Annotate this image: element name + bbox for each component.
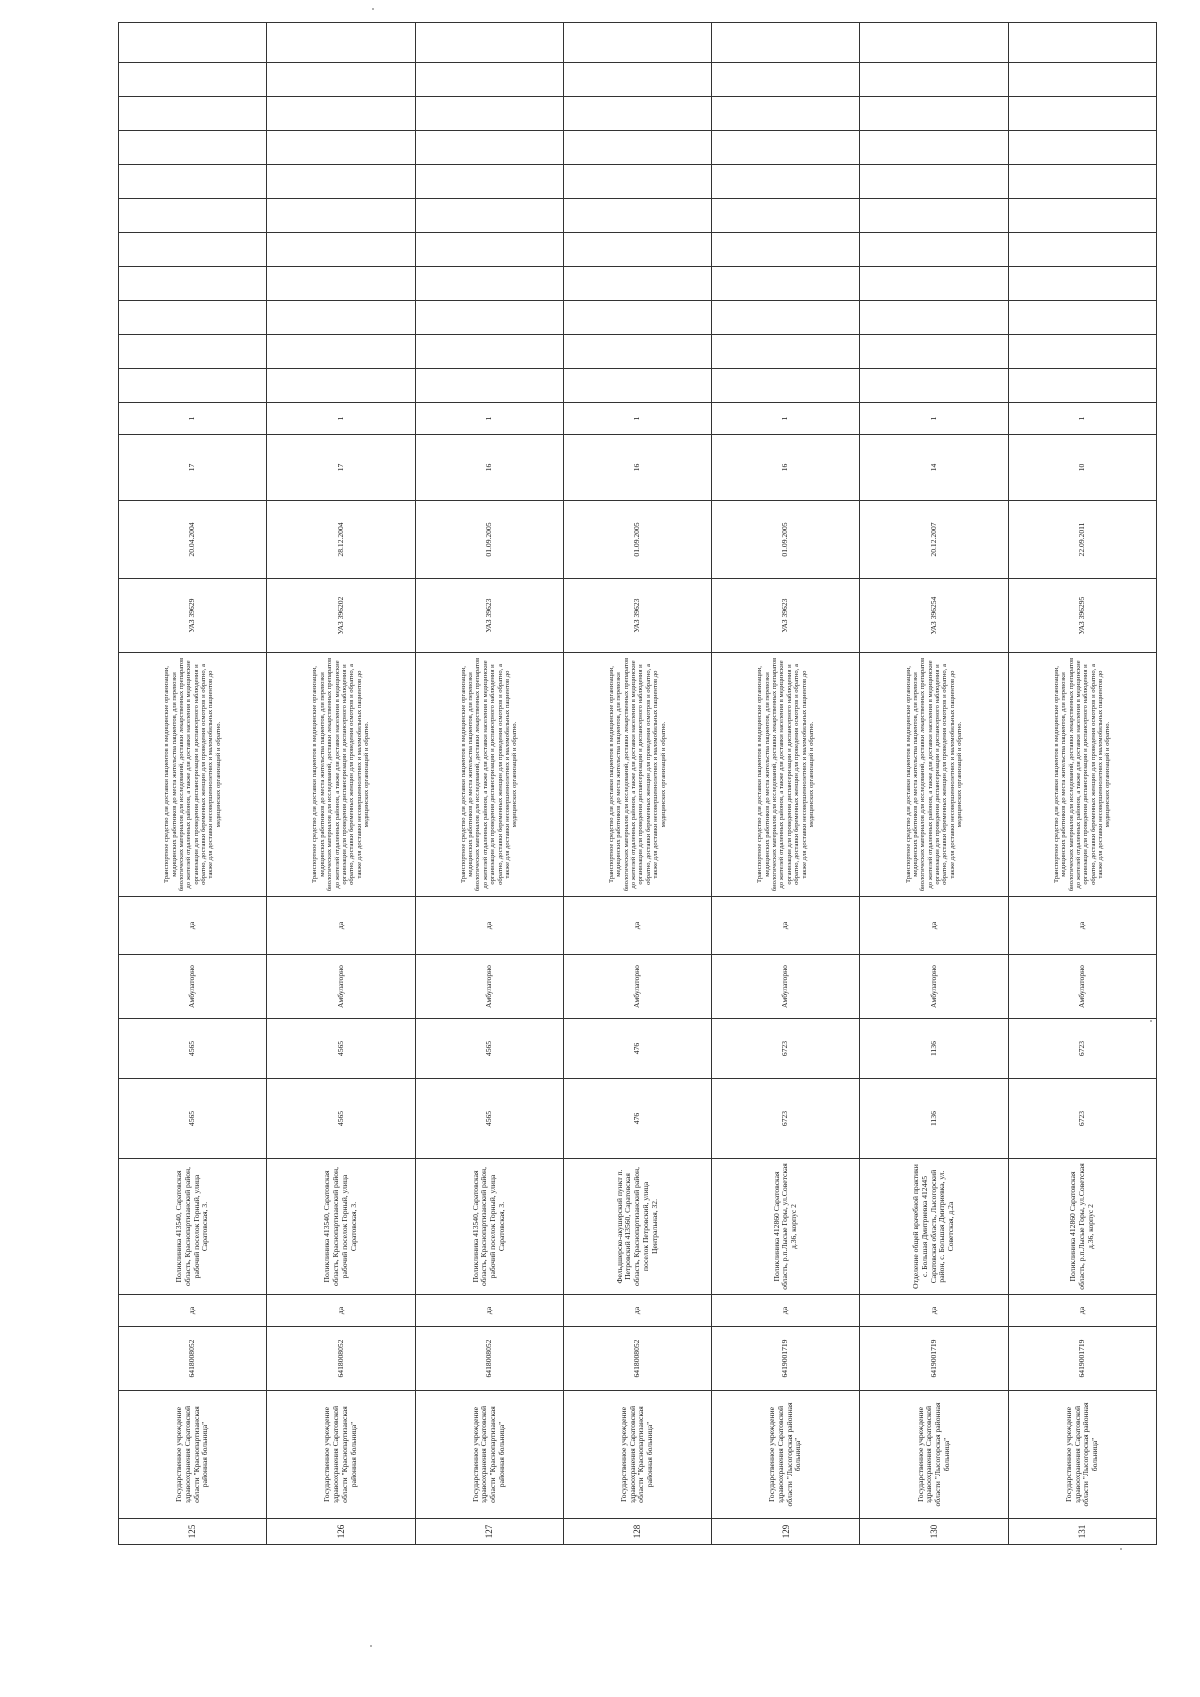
empty-cell	[860, 23, 1008, 63]
scan-speck	[1120, 1548, 1122, 1550]
vehicle-purpose: Транспортное средство для доставки пациентов в медицинские организации, медицинских работников до места жительства пациентов, для перевозки биологических материалов для исследований, доставки лекарственных препаратов до жителей отдаленных районов, а также для доставки населения в медицинские организации для проведения диспансеризации и диспансерного наблюдения и обратно, доставки беременных женщин для проведения осмотров и обратно, а также для доставки несовершеннолетних и маломобильных пациентов до медицинских организаций и обратно.	[119, 653, 267, 897]
vehicle-model: УАЗ 396202	[267, 579, 415, 653]
empty-cell	[563, 131, 711, 165]
empty-cell	[563, 267, 711, 301]
vehicle-date: 22.09.2011	[1008, 501, 1156, 579]
empty-cell	[119, 335, 267, 369]
table-body	[119, 23, 1157, 1545]
row-number: 126	[267, 1519, 415, 1545]
empty-cell	[267, 131, 415, 165]
vehicle-count: 1	[712, 403, 860, 435]
empty-cell	[563, 369, 711, 403]
population-served: 4565	[267, 1019, 415, 1079]
row-number: 129	[712, 1519, 860, 1545]
table-row	[119, 23, 267, 1545]
need-flag: да	[119, 897, 267, 955]
vehicle-count: 1	[119, 403, 267, 435]
vehicle-purpose: Транспортное средство для доставки пациентов в медицинские организации, медицинских работников до места жительства пациентов, для перевозки биологических материалов для исследований, доставки лекарственных препаратов до жителей отдаленных районов, а также для доставки населения в медицинские организации для проведения диспансеризации и диспансерного наблюдения и обратно, доставки беременных женщин для проведения осмотров и обратно, а также для доставки несовершеннолетних и маломобильных пациентов до медицинских организаций и обратно.	[860, 653, 1008, 897]
empty-cell	[712, 233, 860, 267]
table-row	[415, 23, 563, 1545]
inn-value: 6418008052	[267, 1327, 415, 1391]
empty-cell	[712, 267, 860, 301]
inn-value: 6419001719	[1008, 1327, 1156, 1391]
vehicle-date: 01.09.2005	[415, 501, 563, 579]
empty-cell	[860, 97, 1008, 131]
need-flag: да	[563, 897, 711, 955]
empty-cell	[712, 63, 860, 97]
facility-address: Поликлиника 413540, Саратовская область, Краснопартизанский район, рабочий поселок Горный, улица Саратовская, 3.	[415, 1159, 563, 1295]
rotated-table-wrapper	[118, 62, 1157, 1545]
empty-cell	[415, 165, 563, 199]
empty-cell	[1008, 63, 1156, 97]
empty-cell	[119, 23, 267, 63]
population-attached: 1136	[860, 1079, 1008, 1159]
empty-cell	[1008, 131, 1156, 165]
empty-cell	[415, 63, 563, 97]
vehicle-model: УАЗ 39623	[415, 579, 563, 653]
empty-cell	[860, 267, 1008, 301]
empty-cell	[119, 233, 267, 267]
empty-cell	[1008, 233, 1156, 267]
need-flag: да	[712, 897, 860, 955]
inn-value: 6418008052	[415, 1327, 563, 1391]
empty-cell	[415, 233, 563, 267]
need-flag: да	[415, 897, 563, 955]
vehicle-purpose: Транспортное средство для доставки пациентов в медицинские организации, медицинских работников до места жительства пациентов, для перевозки биологических материалов для исследований, доставки лекарственных препаратов до жителей отдаленных районов, а также для доставки населения в медицинские организации для проведения диспансеризации и диспансерного наблюдения и обратно, доставки беременных женщин для проведения осмотров и обратно, а также для доставки несовершеннолетних и маломобильных пациентов до медицинских организаций и обратно.	[1008, 653, 1156, 897]
care-type: Амбулаторно	[119, 955, 267, 1019]
row-number: 125	[119, 1519, 267, 1545]
vehicle-age: 17	[119, 435, 267, 501]
empty-cell	[415, 23, 563, 63]
empty-cell	[267, 267, 415, 301]
organization-name: Государственное учреждение здравоохранения Саратовской области "Лысогорская районная больница"	[1008, 1391, 1156, 1519]
empty-cell	[119, 369, 267, 403]
empty-cell	[712, 199, 860, 233]
vehicle-model: УАЗ 396254	[860, 579, 1008, 653]
empty-cell	[119, 165, 267, 199]
inn-value: 6419001719	[860, 1327, 1008, 1391]
facility-address: Поликлиника 413540, Саратовская область, Краснопартизанский район, рабочий поселок Горный, улица Саратовская, 3.	[119, 1159, 267, 1295]
empty-cell	[415, 267, 563, 301]
vehicle-age: 16	[415, 435, 563, 501]
empty-cell	[1008, 301, 1156, 335]
population-attached: 6723	[712, 1079, 860, 1159]
empty-cell	[860, 301, 1008, 335]
empty-cell	[563, 97, 711, 131]
vehicle-purpose: Транспортное средство для доставки пациентов в медицинские организации, медицинских работников до места жительства пациентов, для перевозки биологических материалов для исследований, доставки лекарственных препаратов до жителей отдаленных районов, а также для доставки населения в медицинские организации для проведения диспансеризации и диспансерного наблюдения и обратно, доставки беременных женщин для проведения осмотров и обратно, а также для доставки несовершеннолетних и маломобильных пациентов до медицинских организаций и обратно.	[415, 653, 563, 897]
population-served: 4565	[119, 1019, 267, 1079]
table-row	[563, 23, 711, 1545]
empty-cell	[860, 335, 1008, 369]
facility-address: Поликлиника 412860 Саратовская область, р.п.Лысые Горы, ул.Советская д.36, корпус 2	[712, 1159, 860, 1295]
participation-flag: да	[712, 1295, 860, 1327]
empty-cell	[415, 301, 563, 335]
need-flag: да	[860, 897, 1008, 955]
empty-cell	[712, 301, 860, 335]
population-attached: 4565	[119, 1079, 267, 1159]
vehicle-model: УАЗ 39623	[563, 579, 711, 653]
empty-cell	[267, 301, 415, 335]
vehicle-date: 20.04.2004	[119, 501, 267, 579]
empty-cell	[267, 369, 415, 403]
inn-value: 6418008052	[563, 1327, 711, 1391]
empty-cell	[119, 199, 267, 233]
scan-speck	[370, 1645, 372, 1647]
empty-cell	[563, 301, 711, 335]
empty-cell	[563, 165, 711, 199]
vehicle-model: УАЗ 39629	[119, 579, 267, 653]
empty-cell	[860, 369, 1008, 403]
row-number: 127	[415, 1519, 563, 1545]
vehicle-age: 17	[267, 435, 415, 501]
empty-cell	[119, 301, 267, 335]
population-served: 476	[563, 1019, 711, 1079]
participation-flag: да	[1008, 1295, 1156, 1327]
empty-cell	[1008, 369, 1156, 403]
inn-value: 6418008052	[119, 1327, 267, 1391]
vehicle-age: 16	[563, 435, 711, 501]
facility-address: Отделение общей врачебной практики с. Большая Дмитриевка 412445 Саратовская область, Лысогорский район, с. Большая Дмитриевка, ул. Советская, д.2а	[860, 1159, 1008, 1295]
empty-cell	[1008, 23, 1156, 63]
care-type: Амбулаторно	[415, 955, 563, 1019]
population-served: 6723	[712, 1019, 860, 1079]
empty-cell	[415, 97, 563, 131]
empty-cell	[563, 233, 711, 267]
care-type: Амбулаторно	[1008, 955, 1156, 1019]
organization-name: Государственное учреждение здравоохранения Саратовской области "Краснопартизанская районная больница"	[119, 1391, 267, 1519]
table-row	[712, 23, 860, 1545]
participation-flag: да	[267, 1295, 415, 1327]
participation-flag: да	[563, 1295, 711, 1327]
empty-cell	[267, 335, 415, 369]
empty-cell	[415, 199, 563, 233]
empty-cell	[1008, 97, 1156, 131]
empty-cell	[267, 63, 415, 97]
empty-cell	[1008, 199, 1156, 233]
empty-cell	[563, 23, 711, 63]
care-type: Амбулаторно	[563, 955, 711, 1019]
vehicle-date: 01.09.2005	[712, 501, 860, 579]
empty-cell	[860, 233, 1008, 267]
facility-address: Поликлиника 412860 Саратовская область, р.п.Лысые Горы, ул.Советская д.36, корпус 2	[1008, 1159, 1156, 1295]
empty-cell	[119, 131, 267, 165]
vehicle-model: УАЗ 39623	[712, 579, 860, 653]
empty-cell	[267, 165, 415, 199]
population-attached: 4565	[267, 1079, 415, 1159]
empty-cell	[712, 97, 860, 131]
vehicle-age: 16	[712, 435, 860, 501]
scan-speck	[372, 8, 374, 10]
vehicle-count: 1	[415, 403, 563, 435]
vehicle-age: 14	[860, 435, 1008, 501]
vehicle-purpose: Транспортное средство для доставки пациентов в медицинские организации, медицинских работников до места жительства пациентов, для перевозки биологических материалов для исследований, доставки лекарственных препаратов до жителей отдаленных районов, а также для доставки населения в медицинские организации для проведения диспансеризации и диспансерного наблюдения и обратно, доставки беременных женщин для проведения осмотров и обратно, а также для доставки несовершеннолетних и маломобильных пациентов до медицинских организаций и обратно.	[563, 653, 711, 897]
empty-cell	[563, 63, 711, 97]
row-number: 131	[1008, 1519, 1156, 1545]
empty-cell	[860, 199, 1008, 233]
vehicle-model: УАЗ 396295	[1008, 579, 1156, 653]
empty-cell	[415, 369, 563, 403]
participation-flag: да	[119, 1295, 267, 1327]
row-number: 128	[563, 1519, 711, 1545]
population-served: 1136	[860, 1019, 1008, 1079]
vehicle-age: 10	[1008, 435, 1156, 501]
empty-cell	[1008, 165, 1156, 199]
empty-cell	[1008, 335, 1156, 369]
population-served: 4565	[415, 1019, 563, 1079]
vehicle-date: 01.09.2005	[563, 501, 711, 579]
need-flag: да	[267, 897, 415, 955]
organization-name: Государственное учреждение здравоохранения Саратовской области "Краснопартизанская районная больница"	[415, 1391, 563, 1519]
inn-value: 6419001719	[712, 1327, 860, 1391]
empty-cell	[119, 267, 267, 301]
care-type: Амбулаторно	[860, 955, 1008, 1019]
organization-name: Государственное учреждение здравоохранения Саратовской области "Лысогорская районная больница"	[712, 1391, 860, 1519]
empty-cell	[712, 369, 860, 403]
empty-cell	[267, 199, 415, 233]
empty-cell	[1008, 267, 1156, 301]
participation-flag: да	[415, 1295, 563, 1327]
organization-name: Государственное учреждение здравоохранения Саратовской области "Краснопартизанская районная больница"	[563, 1391, 711, 1519]
empty-cell	[267, 233, 415, 267]
empty-cell	[712, 335, 860, 369]
table-row	[267, 23, 415, 1545]
facility-address: Фельдшерско-акушерский пункт п. Петровский 413560, Саратовская область, Краснопартизанский район, поселок Петровский, улица Центральная, 32.	[563, 1159, 711, 1295]
table-row	[860, 23, 1008, 1545]
vehicle-count: 1	[267, 403, 415, 435]
empty-cell	[267, 97, 415, 131]
empty-cell	[267, 23, 415, 63]
empty-cell	[712, 23, 860, 63]
population-attached: 6723	[1008, 1079, 1156, 1159]
vehicle-count: 1	[860, 403, 1008, 435]
empty-cell	[860, 165, 1008, 199]
empty-cell	[415, 131, 563, 165]
table-row	[1008, 23, 1156, 1545]
vehicle-registry-table	[118, 22, 1157, 1545]
care-type: Амбулаторно	[712, 955, 860, 1019]
empty-cell	[119, 97, 267, 131]
organization-name: Государственное учреждение здравоохранения Саратовской области "Лысогорская районная больница"	[860, 1391, 1008, 1519]
vehicle-count: 1	[563, 403, 711, 435]
need-flag: да	[1008, 897, 1156, 955]
vehicle-count: 1	[1008, 403, 1156, 435]
empty-cell	[415, 335, 563, 369]
population-attached: 476	[563, 1079, 711, 1159]
vehicle-purpose: Транспортное средство для доставки пациентов в медицинские организации, медицинских работников до места жительства пациентов, для перевозки биологических материалов для исследований, доставки лекарственных препаратов до жителей отдаленных районов, а также для доставки населения в медицинские организации для проведения диспансеризации и диспансерного наблюдения и обратно, доставки беременных женщин для проведения осмотров и обратно, а также для доставки несовершеннолетних и маломобильных пациентов до медицинских организаций и обратно.	[712, 653, 860, 897]
row-number: 130	[860, 1519, 1008, 1545]
empty-cell	[563, 199, 711, 233]
vehicle-date: 28.12.2004	[267, 501, 415, 579]
participation-flag: да	[860, 1295, 1008, 1327]
empty-cell	[860, 131, 1008, 165]
empty-cell	[712, 131, 860, 165]
empty-cell	[860, 63, 1008, 97]
population-served: 6723	[1008, 1019, 1156, 1079]
population-attached: 4565	[415, 1079, 563, 1159]
facility-address: Поликлиника 413540, Саратовская область, Краснопартизанский район, рабочий поселок Горный, улица Саратовская, 3.	[267, 1159, 415, 1295]
vehicle-purpose: Транспортное средство для доставки пациентов в медицинские организации, медицинских работников до места жительства пациентов, для перевозки биологических материалов для исследований, доставки лекарственных препаратов до жителей отдаленных районов, а также для доставки населения в медицинские организации для проведения диспансеризации и диспансерного наблюдения и обратно, доставки беременных женщин для проведения осмотров и обратно, а также для доставки несовершеннолетних и маломобильных пациентов до медицинских организаций и обратно.	[267, 653, 415, 897]
empty-cell	[712, 165, 860, 199]
organization-name: Государственное учреждение здравоохранения Саратовской области "Краснопартизанская районная больница"	[267, 1391, 415, 1519]
empty-cell	[563, 335, 711, 369]
empty-cell	[119, 63, 267, 97]
vehicle-date: 20.12.2007	[860, 501, 1008, 579]
care-type: Амбулаторно	[267, 955, 415, 1019]
